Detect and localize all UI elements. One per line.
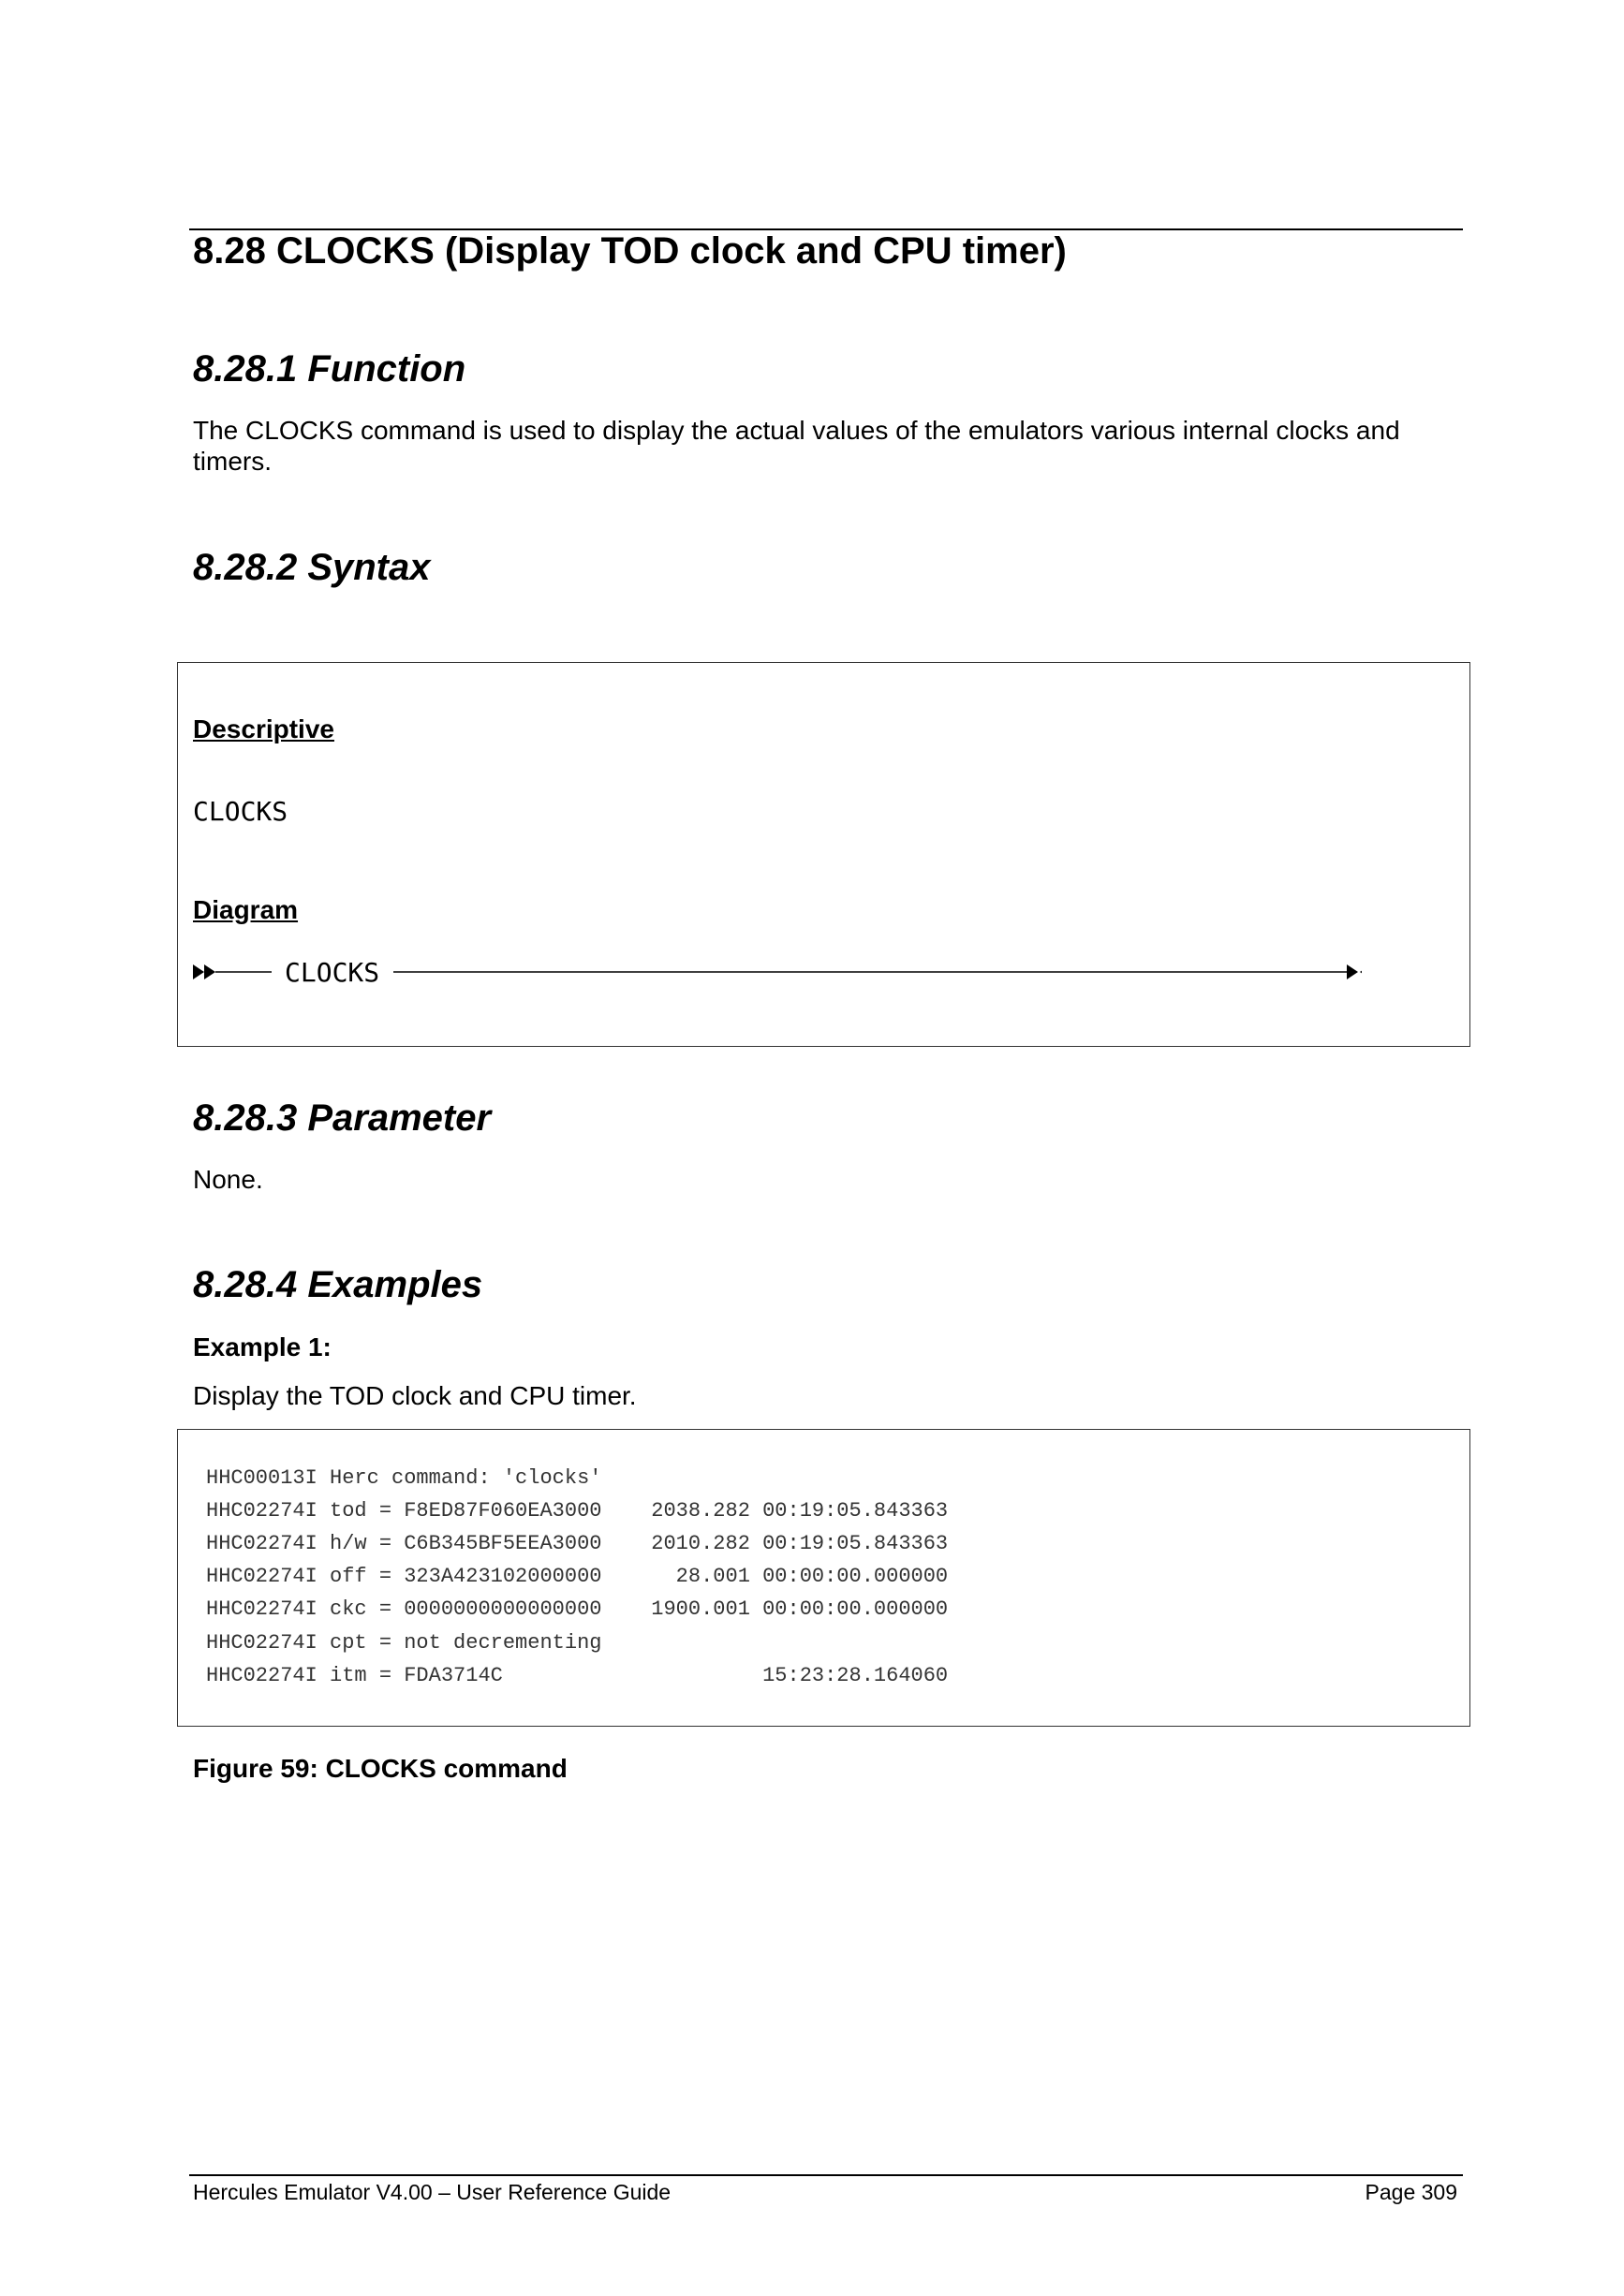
figure-caption: Figure 59: CLOCKS command <box>193 1754 568 1783</box>
example-label: Example 1: <box>193 1332 332 1361</box>
diagram-label: Diagram <box>193 895 299 924</box>
diagram-end-stop <box>1360 964 1362 979</box>
descriptive-label: Descriptive <box>193 714 334 743</box>
code-line: HHC02274I h/w = C6B345BF5EEA3000 2010.282 00:19:05.843363 <box>206 1532 949 1555</box>
function-text: The CLOCKS command is used to display the actual values of the emulators various internal clocks and timers. <box>193 416 1400 476</box>
diagram-keyword: CLOCKS <box>285 957 380 988</box>
footer-title: Hercules Emulator V4.00 – User Reference Guide <box>193 2180 672 2204</box>
syntax-diagram <box>191 953 1362 991</box>
diagram-start-arrow-1 <box>193 964 204 979</box>
descriptive-command: CLOCKS <box>193 796 288 827</box>
code-line: HHC00013I Herc command: 'clocks' <box>206 1466 602 1490</box>
examples-heading: 8.28.4 Examples <box>193 1264 483 1305</box>
function-heading: 8.28.1 Function <box>193 348 466 390</box>
example-description: Display the TOD clock and CPU timer. <box>193 1381 637 1410</box>
code-line: HHC02274I cpt = not decrementing <box>206 1631 602 1655</box>
parameter-text: None. <box>193 1165 263 1194</box>
code-line: HHC02274I tod = F8ED87F060EA3000 2038.282 00:19:05.843363 <box>206 1499 949 1523</box>
page-number: Page 309 <box>1365 2180 1457 2204</box>
code-line: HHC02274I itm = FDA3714C 15:23:28.164060 <box>206 1664 949 1687</box>
diagram-end-arrow <box>1347 964 1358 979</box>
footer-rule <box>189 2174 1463 2176</box>
code-line: HHC02274I ckc = 0000000000000000 1900.001 00:00:00.000000 <box>206 1597 949 1621</box>
parameter-heading: 8.28.3 Parameter <box>193 1097 492 1139</box>
code-line: HHC02274I off = 323A423102000000 28.001 00:00:00.000000 <box>206 1565 949 1588</box>
diagram-start-arrow-2 <box>204 964 215 979</box>
syntax-heading: 8.28.2 Syntax <box>193 547 431 588</box>
section-title: 8.28 CLOCKS (Display TOD clock and CPU timer) <box>193 230 1067 272</box>
